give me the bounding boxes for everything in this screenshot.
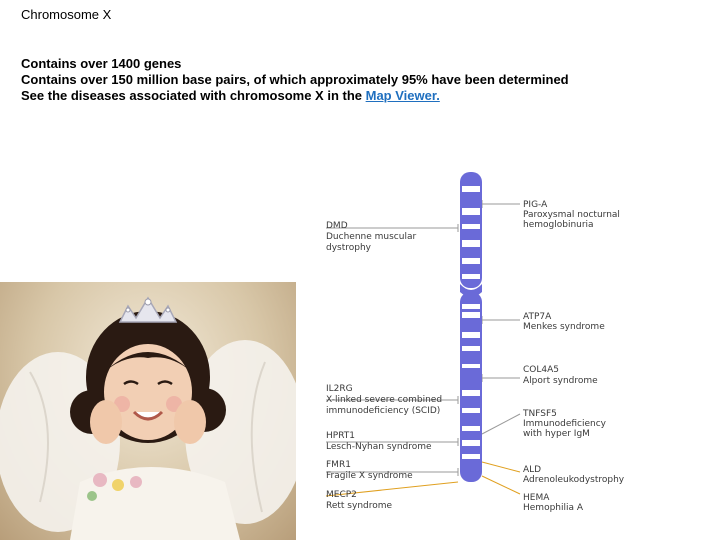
col4a5-disease: Alport syndrome [523,376,598,386]
chromosome-x-ideogram [296,160,720,540]
left-hand [90,400,122,444]
atp7a-gene: ATP7A [523,312,552,322]
dmd-gene: DMD [326,221,348,231]
tnfsf5-disease-2: with hyper IgM [523,429,590,439]
il2rg-disease-2: immunodeficiency (SCID) [326,406,441,416]
fmr1-disease: Fragile X syndrome [326,471,413,481]
tnfsf5-disease-1: Immunodeficiency [523,419,606,429]
hema-disease: Hemophilia A [523,503,584,513]
pig-a-disease-1: Paroxysmal nocturnal [523,210,620,220]
base-pairs-text: Contains over 150 million base pairs, of which approximately 95% have been determined [21,72,569,87]
map-viewer-link[interactable]: Map Viewer. [365,88,440,103]
hema-gene: HEMA [523,493,550,503]
tiara [120,298,176,322]
right-hand [174,400,206,444]
il2rg-gene: IL2RG [326,384,353,394]
hprt1-gene: HPRT1 [326,431,356,441]
gene-count-text: Contains over 1400 genes [21,56,182,71]
map-viewer-prefix: See the diseases associated with chromosome X in the [21,88,366,103]
ald-disease: Adrenoleukodystrophy [523,475,625,485]
mecp2-gene: MECP2 [326,490,357,500]
col4a5-gene: COL4A5 [523,365,559,375]
dmd-disease-1: Duchenne muscular [326,232,417,242]
child-photo [0,282,296,540]
child-illustration [0,282,296,540]
ald-gene: ALD [523,465,542,475]
fmr1-gene: FMR1 [326,460,351,470]
map-viewer-sentence [21,88,581,104]
tnfsf5-gene: TNFSF5 [523,409,557,419]
mecp2-disease: Rett syndrome [326,501,393,511]
annotations-right [522,200,625,513]
pig-a-gene: PIG-A [523,200,548,210]
chromosome-x [460,172,482,482]
annotations-left [326,221,442,511]
pig-a-disease-2: hemoglobinuria [523,220,594,230]
atp7a-disease: Menkes syndrome [523,322,605,332]
hprt1-disease: Lesch-Nyhan syndrome [326,442,432,452]
dmd-disease-2: dystrophy [326,243,372,253]
page-title: Chromosome X [21,7,112,22]
chromosome-facts [21,56,581,104]
il2rg-disease-1: X-linked severe combined [326,395,443,405]
